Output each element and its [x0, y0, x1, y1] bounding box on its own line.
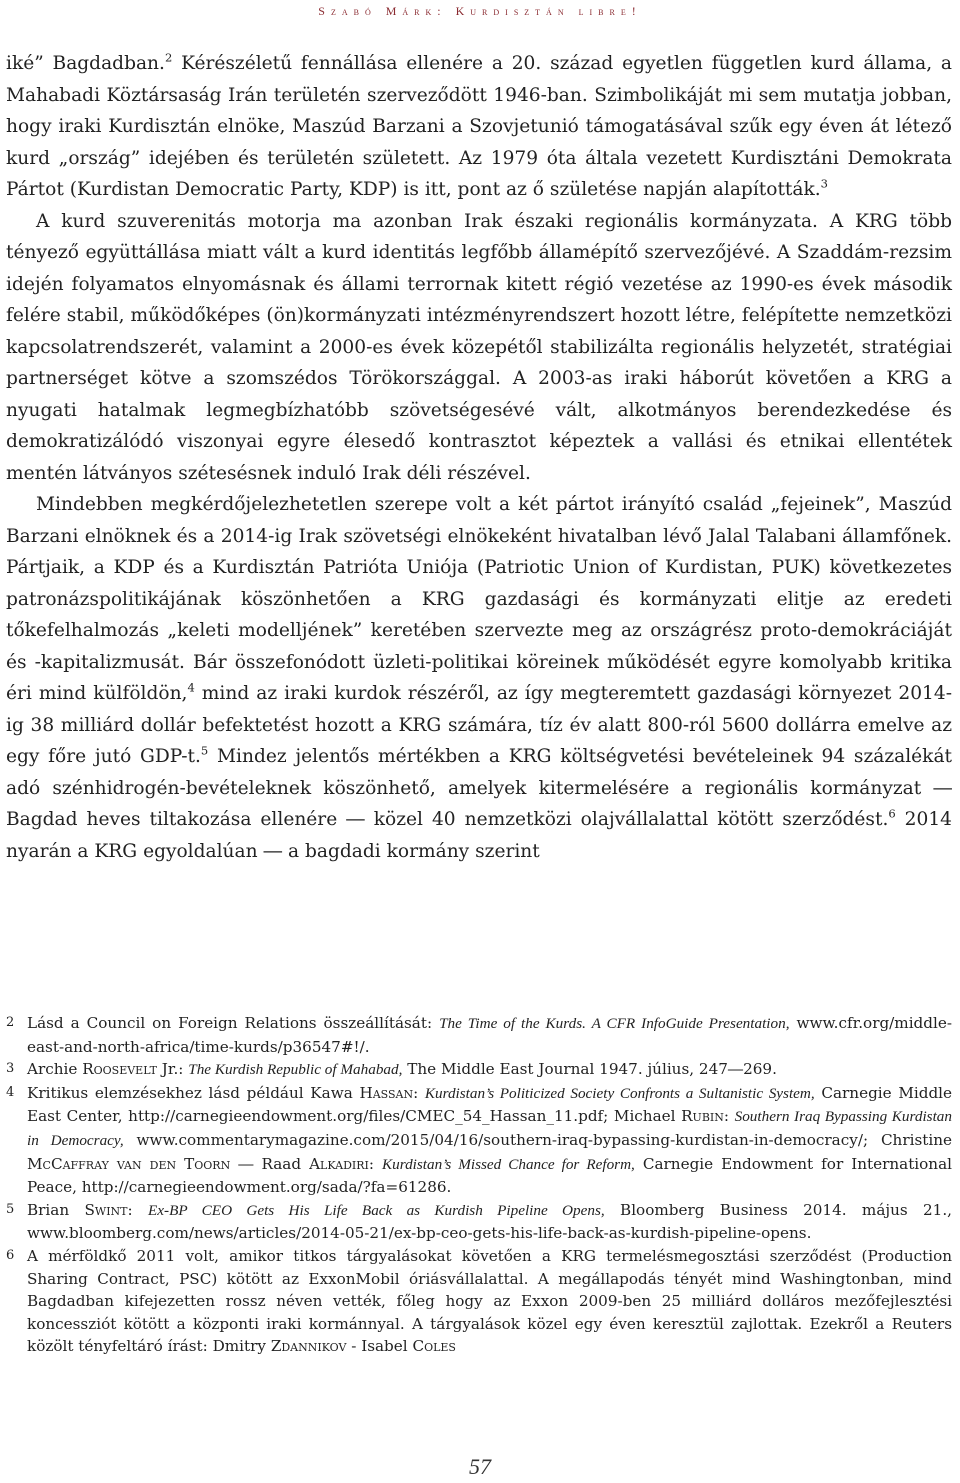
- paragraph-3: [6, 489, 952, 867]
- author-name: Rubin: [681, 1107, 724, 1126]
- footnote-ref-6: 6: [888, 806, 896, 821]
- footnote-number: 6: [6, 1247, 15, 1263]
- footnote-text: www.commentarymagazine.com/2015/04/16/southern-iraq-bypassing-kurdistan-in-democracy/; Christine: [123, 1130, 952, 1149]
- author-name: McCaffray van den Toorn: [27, 1154, 231, 1173]
- footnote-number: 4: [6, 1084, 15, 1100]
- footnotes: [6, 1012, 952, 1358]
- paragraph-3-text-a: Mindebben megkérdőjelezhetetlen szerepe volt a két pártot irányító család „fejeinek”, Maszúd Barzani elnöknek és a 2014-ig Irak szövetségi elnökeként hivatalban lévő Jalal Talabani államfőnek. Pártjaik, a KDP és a Kurdisztán Patrióta Uniója (Patriotic Union of Kurdistan, PUK) következetes patronázspolitikájának köszönhetően a KRG gazdasági és kormányzati elitje az eredeti tőkefelhalmozás „keleti modelljének” keretében szervezte meg az országrész proto-demokráciáját és -kapitalizmusát. Bár összefonódott üzleti-politikai köreinek működését egyre komolyabb kritika éri mind külföldön,: [6, 494, 952, 704]
- footnote-text: Carnegie Endowment for International Peace, http://carnegieendowment.org/sada/?fa=61286.: [27, 1154, 952, 1197]
- footnote-text: :: [413, 1083, 425, 1102]
- footnote-ref-5: 5: [200, 743, 209, 758]
- footnote-title: Ex-BP CEO Gets His Life Back as Kurdish Pipeline Opens,: [148, 1201, 605, 1219]
- footnote-text: - Isabel: [346, 1337, 413, 1356]
- footnote-text: Lásd a Council on Foreign Relations összeállítását:: [27, 1014, 440, 1032]
- footnote-text: Carnegie Middle East Center, http://carnegieendowment.org/files/CMEC_54_Hassan_11.pdf; Michael: [27, 1083, 953, 1126]
- author-name: Coles: [412, 1337, 456, 1356]
- paragraph-1: [6, 48, 952, 206]
- footnote-text: :: [368, 1154, 383, 1173]
- footnote-2: [6, 1012, 952, 1058]
- footnote-text: Jr.:: [156, 1060, 189, 1079]
- footnote-text: :: [127, 1200, 148, 1219]
- footnote-ref-4: 4: [187, 680, 195, 695]
- footnote-number: 3: [6, 1061, 15, 1077]
- footnote-text: The Middle East Journal 1947. július, 247―269.: [402, 1060, 777, 1079]
- footnote-ref-3: 3: [820, 176, 828, 191]
- footnote-text: ― Raad: [230, 1154, 310, 1173]
- page-number: 57: [469, 1454, 491, 1479]
- footnote-text: Bloomberg Business 2014. május 21., www.bloomberg.com/news/articles/2014-05-21/ex-bp-ceo-gets-his-life-back-as-kurdish-pipeline-opens.: [27, 1200, 952, 1243]
- running-head: Szabó Márk: Kurdisztán libre!: [318, 4, 642, 18]
- footnote-text: Archie: [27, 1060, 83, 1079]
- footnote-4: [6, 1082, 952, 1199]
- footnote-title: Kurdistan’s Politicized Society Confronts a Sultanistic System,: [424, 1084, 815, 1102]
- footnote-text: Brian: [27, 1200, 85, 1219]
- author-name: Hassan: [359, 1083, 414, 1102]
- footnote-5: [6, 1199, 952, 1245]
- paragraph-3-text-c: Mindez jelentős mértékben a KRG költségvetési bevételeinek 94 százalékát adó szénhidrogén-bevételeknek köszönhető, amelyek kitermelésére a regionális kormányzat ― Bagdad heves tiltakozása ellenére ― közel 40 nemzetközi olajvállalattal kötött szerződést.: [6, 746, 953, 830]
- footnote-title: The Time of the Kurds. A CFR InfoGuide Presentation,: [439, 1015, 790, 1032]
- footnote-number: 5: [6, 1201, 15, 1217]
- footnote-number: 2: [6, 1015, 15, 1030]
- footnote-title: Southern Iraq Bypassing Kurdistan in Democracy,: [27, 1108, 952, 1149]
- main-text: [6, 48, 952, 867]
- footnote-text: :: [723, 1107, 735, 1126]
- author-name: Zdannikov: [270, 1337, 347, 1356]
- footnote-title: The Kurdish Republic of Mahabad,: [188, 1061, 403, 1079]
- footnote-6: [6, 1245, 952, 1358]
- footnote-text: www.cfr.org/middle-east-and-north-africa/time-kurds/p36547#!/.: [27, 1014, 952, 1056]
- footnote-text: A mérföldkő 2011 volt, amikor titkos tárgyalásokat követően a KRG termelésmegosztási szerződést (Production Sharing Contract, PSC) kötött az ExxonMobil óriásvállalattal. A megállapodás tényét mind Washingtonban, mind Bagdadban kifejezetten rossz néven vették, főleg hogy az Exxon 2009-ben 25 milliárd dolláros mezőfejlesztési koncessziót kötött a központi iraki kormánnyal. A tárgyalások közel egy éven keresztül zajlottak. Ezekről a Reuters közölt tényfeltáró írást: Dmitry: [27, 1246, 952, 1356]
- paragraph-1-text-b: Kérészéletű fennállása ellenére a 20. század egyetlen független kurd állama, a Mahabadi Köztársaság Irán területén szerveződött 1946-ban. Szimbolikáját mi sem mutatja jobban, hogy iraki Kurdisztán elnöke, Maszúd Barzani a Szovjetunió támogatásával szűk egy éven át létező kurd „ország” idejében és területén született. Az 1979 óta általa vezetett Kurdisztáni Demokrata Pártot (Kurdistan Democratic Party, KDP) is itt, pont az ő születése napján alapították.: [6, 53, 952, 200]
- paragraph-3-text-d: 2014 nyarán a KRG egyoldalúan ― a bagdadi kormány szerint: [6, 809, 952, 862]
- footnote-text: Kritikus elemzésekhez lásd például Kawa: [27, 1083, 360, 1102]
- footnote-title: Kurdistan’s Missed Chance for Reform,: [382, 1155, 635, 1173]
- author-name: Alkadiri: [309, 1154, 369, 1173]
- paragraph-1-text-a: iké” Bagdadban.: [6, 53, 165, 74]
- footnote-ref-2: 2: [164, 50, 173, 65]
- paragraph-2: A kurd szuverenitás motorja ma azonban Irak északi regionális kormányzata. A KRG több tényező együttállása miatt vált a kurd identitás legfőbb államépítő szervezőjévé. A Szaddám-rezsim idején folyamatos elnyomásnak és állami terrornak kitett régió vezetése az 1990-es évek második felére stabil, működőképes (ön)kormányzati intézményrendszert hozott létre, felépítette nemzetközi kapcsolatrendszerét, valamint a 2000-es évek közepétől stabilizálta regionális helyzetét, stratégiai partnerséget kötve a szomszédos Törökországgal. A 2003-as iraki háborút követően a KRG a nyugati hatalmak legmegbízhatóbb szövetségesévé vált, alkotmányos berendezkedése és demokratizálódó viszonyai egyre élesedő kontrasztot képeztek a vallási és etnikai ellentétek mentén látványos szétesésnek induló Irak déli részével.: [6, 210, 952, 484]
- footnote-3: [6, 1058, 952, 1082]
- paragraph-3-text-b: mind az iraki kurdok részéről, az így megteremtett gazdasági környezet 2014-ig 38 milliárd dollár befektetést hozott a KRG számára, tíz év alatt 800-ról 5600 dollárra emelve az egy főre jutó GDP-t.: [6, 683, 953, 767]
- author-name: Roosevelt: [82, 1060, 157, 1079]
- author-name: Swint: [84, 1200, 128, 1219]
